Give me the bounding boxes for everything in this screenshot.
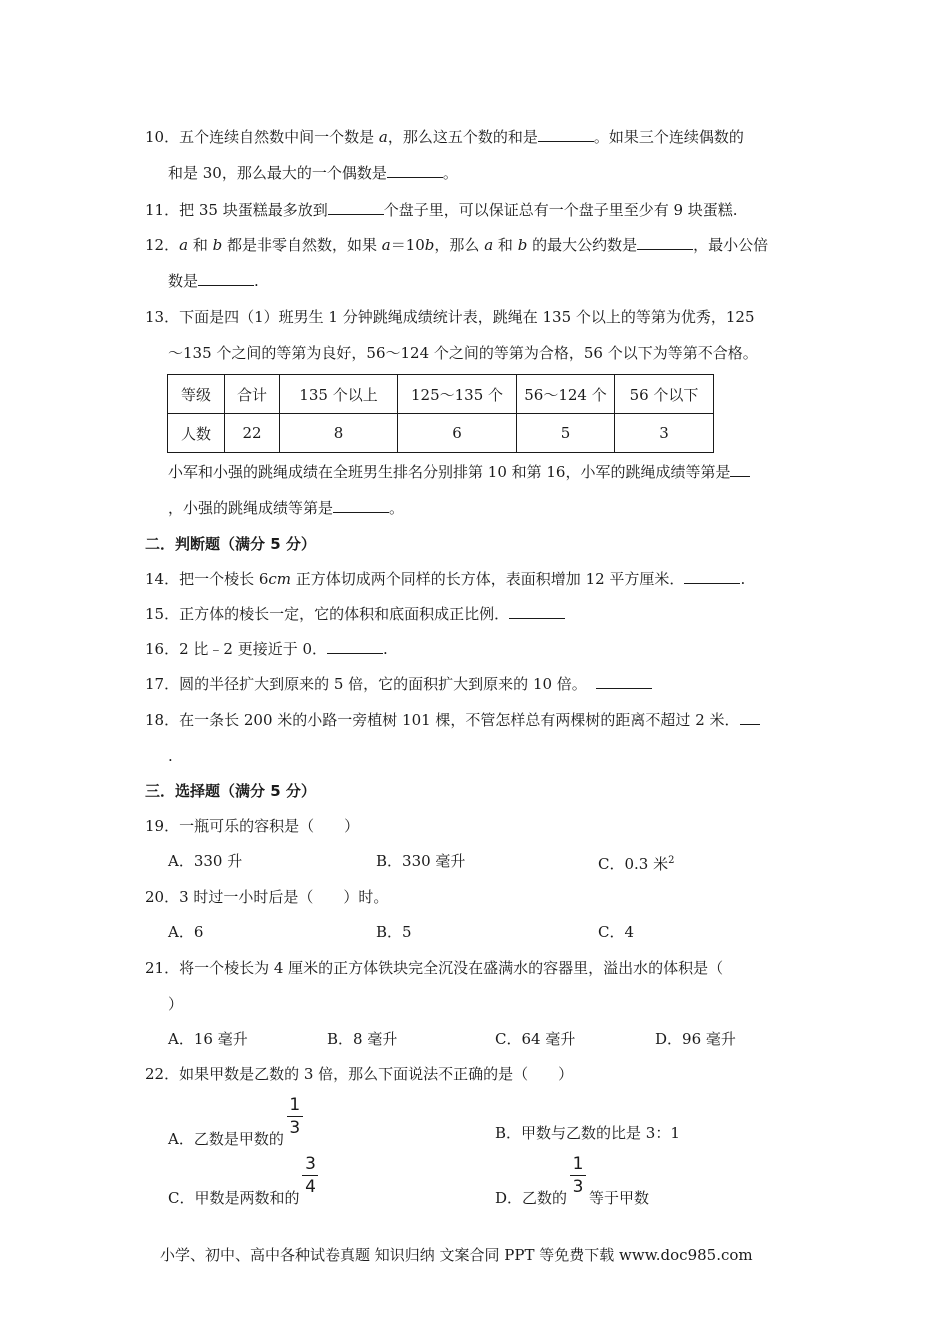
answer-blank[interactable]: [198, 270, 254, 286]
question-18: 18．在一条长 200 米的小路一旁植树 101 棵，不管怎样总有两棵树的距离不超过 2 米．: [145, 709, 760, 731]
option-a[interactable]: A．6: [168, 923, 204, 941]
answer-blank[interactable]: [684, 568, 740, 584]
question-18-line2: .: [168, 747, 173, 765]
table-header-row: [168, 375, 714, 414]
option-c[interactable]: C．0.3 米$^2$: [598, 855, 675, 873]
fraction-three-quarters: $\frac{3}{4}$: [299, 1181, 321, 1203]
table-cell: 6: [398, 414, 517, 453]
page-footer: 小学、初中、高中各种试卷真题 知识归纳 文案合同 PPT 等免费下载 www.doc985.com: [160, 1246, 753, 1264]
question-21: 21．将一个棱长为 4 厘米的正方体铁块完全沉没在盛满水的容器里，溢出水的体积是（: [145, 959, 724, 977]
answer-blank[interactable]: [387, 162, 443, 178]
answer-blank[interactable]: [730, 461, 750, 477]
fraction-one-third: $\frac{1}{3}$: [567, 1181, 589, 1203]
table-header-cell: 等级: [168, 375, 225, 414]
table-cell: 8: [280, 414, 398, 453]
section-heading-choice: 三．选择题（满分 5 分）: [145, 782, 316, 800]
table-header-cell: 56～124 个: [517, 375, 615, 414]
option-a[interactable]: A．16 毫升: [168, 1030, 248, 1048]
option-d[interactable]: D．96 毫升: [655, 1030, 736, 1048]
table-header-cell: 56 个以下: [615, 375, 714, 414]
option-b[interactable]: B．8 毫升: [327, 1030, 398, 1048]
answer-blank[interactable]: [328, 199, 384, 215]
table-cell: 3: [615, 414, 714, 453]
table-header-cell: 合计: [225, 375, 280, 414]
question-19: 19．一瓶可乐的容积是（ ）: [145, 817, 360, 835]
table-cell: 22: [225, 414, 280, 453]
question-16: 16．2 比﹣2 更接近于 0． .: [145, 640, 388, 658]
fraction-one-third: $\frac{1}{3}$: [284, 1122, 306, 1144]
option-a[interactable]: A．330 升: [168, 852, 243, 870]
question-13: 13．下面是四（1）班男生 1 分钟跳绳成绩统计表，跳绳在 135 个以上的等第为优秀，125: [145, 308, 755, 326]
question-12: 12．a 和 b 都是非零自然数，如果 a＝10b，那么 a 和 b 的最大公约数是 ，最小公倍: [145, 236, 769, 254]
table-cell: 5: [517, 414, 615, 453]
option-c[interactable]: C．甲数是两数和的 $\frac{3}{4}$: [168, 1181, 321, 1209]
option-d[interactable]: D．乙数的 $\frac{1}{3}$ 等于甲数: [495, 1154, 650, 1207]
question-13-after: 小军和小强的跳绳成绩在全班男生排名分别排第 10 和第 16，小军的跳绳成绩等第是: [168, 461, 750, 483]
answer-blank[interactable]: [333, 497, 389, 513]
answer-blank[interactable]: [538, 126, 594, 142]
question-14: 14．把一个棱长 6cm 正方体切成两个同样的长方体，表面积增加 12 平方厘米． .: [145, 570, 746, 588]
table-row: [168, 414, 714, 453]
table-header-cell: 125～135 个: [398, 375, 517, 414]
question-13-line2: ～135 个之间的等第为良好，56～124 个之间的等第为合格，56 个以下为等第不合格。: [168, 344, 758, 362]
question-15: 15．正方体的棱长一定，它的体积和底面积成正比例．: [145, 603, 565, 625]
question-12-line2: 数是 .: [168, 272, 259, 290]
question-11: 11．把 35 块蛋糕最多放到 个盘子里，可以保证总有一个盘子里至少有 9 块蛋糕.: [145, 201, 738, 219]
option-c[interactable]: C．64 毫升: [495, 1030, 576, 1048]
answer-blank[interactable]: [509, 603, 565, 619]
question-13-after-line2: ，小强的跳绳成绩等第是 。: [168, 499, 405, 517]
question-10-line2: 和是 30，那么最大的一个偶数是 。: [168, 164, 458, 182]
option-b[interactable]: B．5: [376, 923, 412, 941]
section-heading-judgement: 二．判断题（满分 5 分）: [145, 535, 316, 553]
option-c[interactable]: C．4: [598, 923, 635, 941]
answer-blank[interactable]: [637, 234, 693, 250]
grade-table: [167, 374, 714, 453]
table-header-cell: 135 个以上: [280, 375, 398, 414]
answer-blank[interactable]: [327, 638, 383, 654]
option-b[interactable]: B．甲数与乙数的比是 3：1: [495, 1124, 680, 1142]
question-22: 22．如果甲数是乙数的 3 倍，那么下面说法不正确的是（ ）: [145, 1065, 574, 1083]
option-b[interactable]: B．330 毫升: [376, 852, 466, 870]
question-21-line2: ）: [168, 995, 184, 1013]
question-10: 10．五个连续自然数中间一个数是 a，那么这五个数的和是 。如果三个连续偶数的: [145, 128, 744, 146]
table-cell: 人数: [168, 414, 225, 453]
question-20: 20．3 时过一小时后是（ ）时。: [145, 888, 389, 906]
answer-blank[interactable]: [740, 709, 760, 725]
answer-blank[interactable]: [596, 673, 652, 689]
question-17: 17．圆的半径扩大到原来的 5 倍，它的面积扩大到原来的 10 倍。: [145, 673, 652, 695]
option-a[interactable]: A．乙数是甲数的 $\frac{1}{3}$: [168, 1122, 306, 1150]
